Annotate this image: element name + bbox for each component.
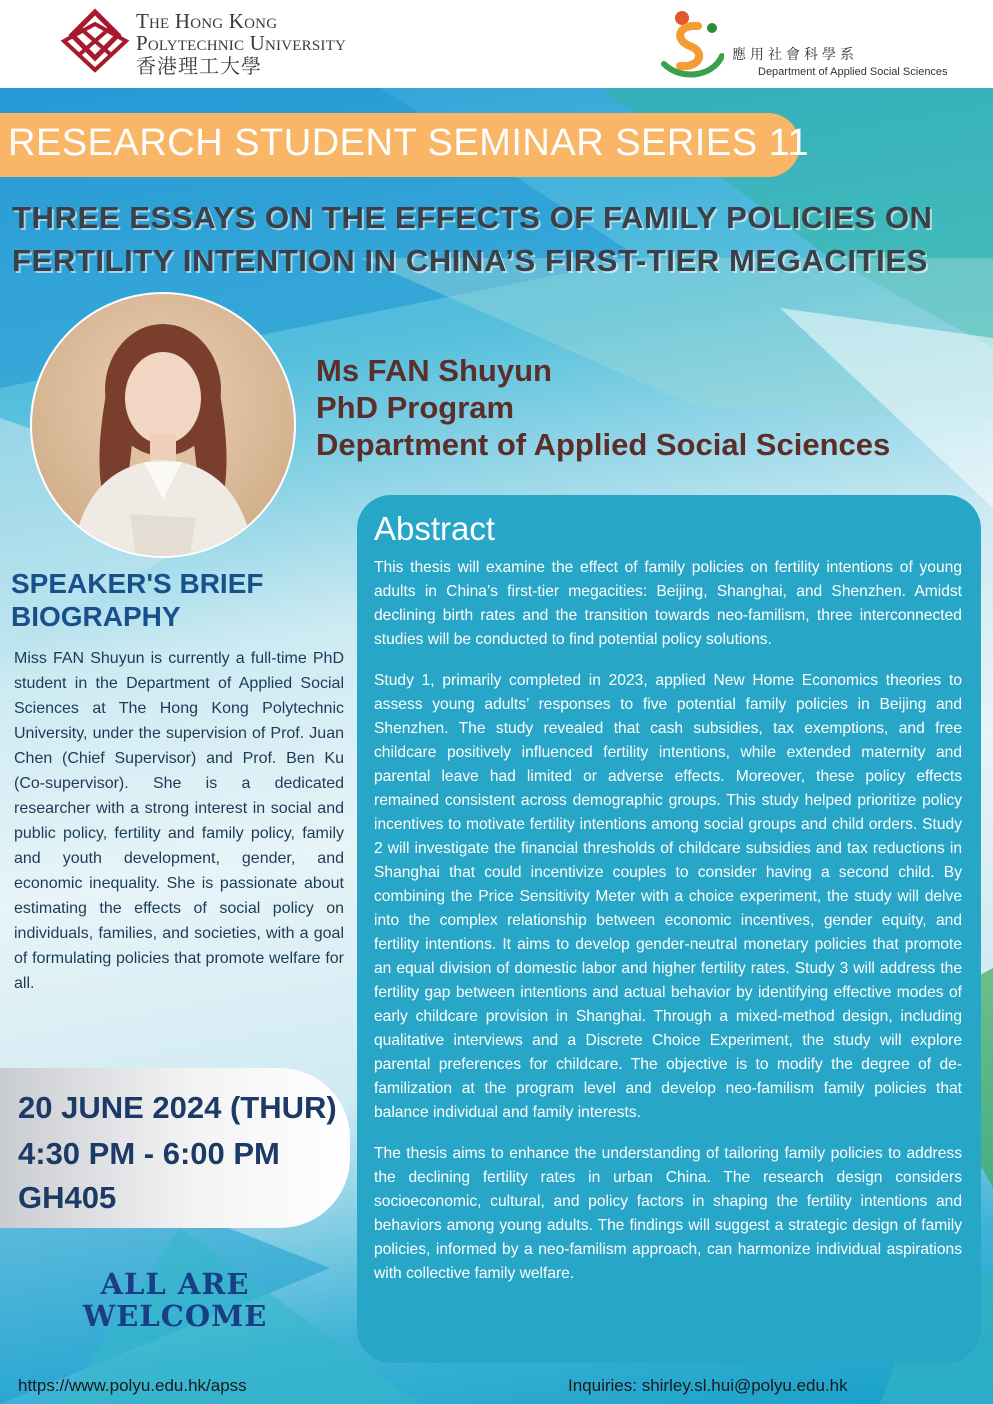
seminar-title [12, 196, 972, 282]
speaker-details [316, 352, 890, 463]
department-name-chinese: 應用社會科學系 [732, 47, 858, 63]
speaker-name: Ms FAN Shuyun [316, 353, 552, 388]
polyu-logo-icon [60, 8, 130, 74]
inquiries-contact[interactable]: Inquiries: shirley.sl.hui@polyu.edu.hk [568, 1376, 848, 1395]
abstract-paragraph-3: The thesis aims to enhance the understanding of tailoring family policies to address the declining fertility rates in urban China. The research design considers socioeconomic, cultural, and policy factors in shaping the fertility intentions and behaviors among young adults. The findings will suggest a strategic design of family policies, informed by a neo-familism approach, can harmonize individual aspirations with collective family welfare. [374, 1145, 962, 1282]
header-bar [0, 0, 993, 88]
event-info-box [0, 1068, 350, 1228]
abstract-paragraph-1: This thesis will examine the effect of family policies on fertility intentions of young adults in China’s first-tier megacities: Beijing, Shanghai, and Shenzhen. Amidst declining birth rates and the transition towards neo-familism, three interconnected studies will be conducted to find potential policy solutions. [374, 559, 962, 648]
abstract-body [374, 556, 962, 1303]
welcome-message [70, 1268, 280, 1332]
biography-text: Miss FAN Shuyun is currently a full-time PhD student in the Department of Applied Social Sciences at The Hong Kong Polytechnic University, under the supervision of Prof. Juan Chen (Chief Supervisor) and Prof. Ben Ku (Co-supervisor). She is a dedicated researcher with a strong interest in social and public policy, fertility and family policy, family and youth development, gender, and economic inequality. She is passionate about estimating the effects of social policy on individuals, families, and societies, with a goal of formulating policies that promote welfare for all. [14, 650, 344, 992]
seminar-title-line1: THREE ESSAYS ON THE EFFECTS OF FAMILY POLICIES ON [12, 200, 933, 235]
speaker-department: Department of Applied Social Sciences [316, 427, 891, 462]
speaker-program: PhD Program [316, 390, 515, 425]
university-name-line2: Polytechnic University [136, 31, 346, 55]
abstract-heading: Abstract [374, 510, 496, 547]
series-title: RESEARCH STUDENT SEMINAR SERIES 11 [8, 122, 810, 164]
event-date: 20 JUNE 2024 (THUR) [18, 1090, 337, 1125]
university-name-line1: The Hong Kong [136, 9, 278, 33]
abstract-paragraph-2: Study 1, primarily completed in 2023, applied New Home Economics theories to assess young adults’ responses to five potential family policies in Beijing and Shenzhen. The study revealed that cash subsidies, tax exemptions, and free childcare positively influenced fertility intentions, while extended maternity and parental leave had limited or adverse effects. Moreover, these policy effects remained consistent across demographic groups. This study helped prioritize policy incentives to motivate fertility intentions among social groups and child orders. Study 2 will investigate the financial thresholds of childcare subsidies and tax reductions in Shanghai that could incentivize couples to consider having a second child. By combining the Price Sensitivity Meter with a choice experiment, the study will delve into the complex relationship between economic incentives, gender equity, and fertility intentions. It aims to develop gender-neutral monetary policies that promote an equal division of domestic labor and higher fertility rates. Study 3 will address the fertility gap between intentions and actual behavior by identifying effective modes of early childcare provision in Shanghai. Through a mixed-method design, including qualitative interviews and a Discrete Choice Experiment, the study will explore parental preferences for childcare. The objective is to modify the degree of de-familization at the program level and develop neo-familism family policies that balance individual and family interests. [374, 672, 962, 1121]
event-time: 4:30 PM - 6:00 PM [18, 1136, 280, 1171]
biography-heading: SPEAKER'S BRIEF BIOGRAPHY [11, 568, 264, 632]
university-name-chinese: 香港理工大學 [136, 54, 262, 78]
speaker-photo [30, 292, 296, 558]
event-venue: GH405 [18, 1180, 117, 1215]
speaker-portrait-illustration [32, 294, 294, 556]
department-name-english: Department of Applied Social Sciences [758, 66, 948, 78]
welcome-line1: ALL ARE [100, 1267, 250, 1301]
website-link[interactable]: https://www.polyu.edu.hk/apss [18, 1376, 247, 1395]
university-name [136, 10, 346, 78]
welcome-line2: WELCOME [82, 1299, 268, 1333]
apss-logo-icon [660, 6, 724, 82]
seminar-title-line2: FERTILITY INTENTION IN CHINA’S FIRST-TIER MEGACITIES [12, 243, 928, 278]
